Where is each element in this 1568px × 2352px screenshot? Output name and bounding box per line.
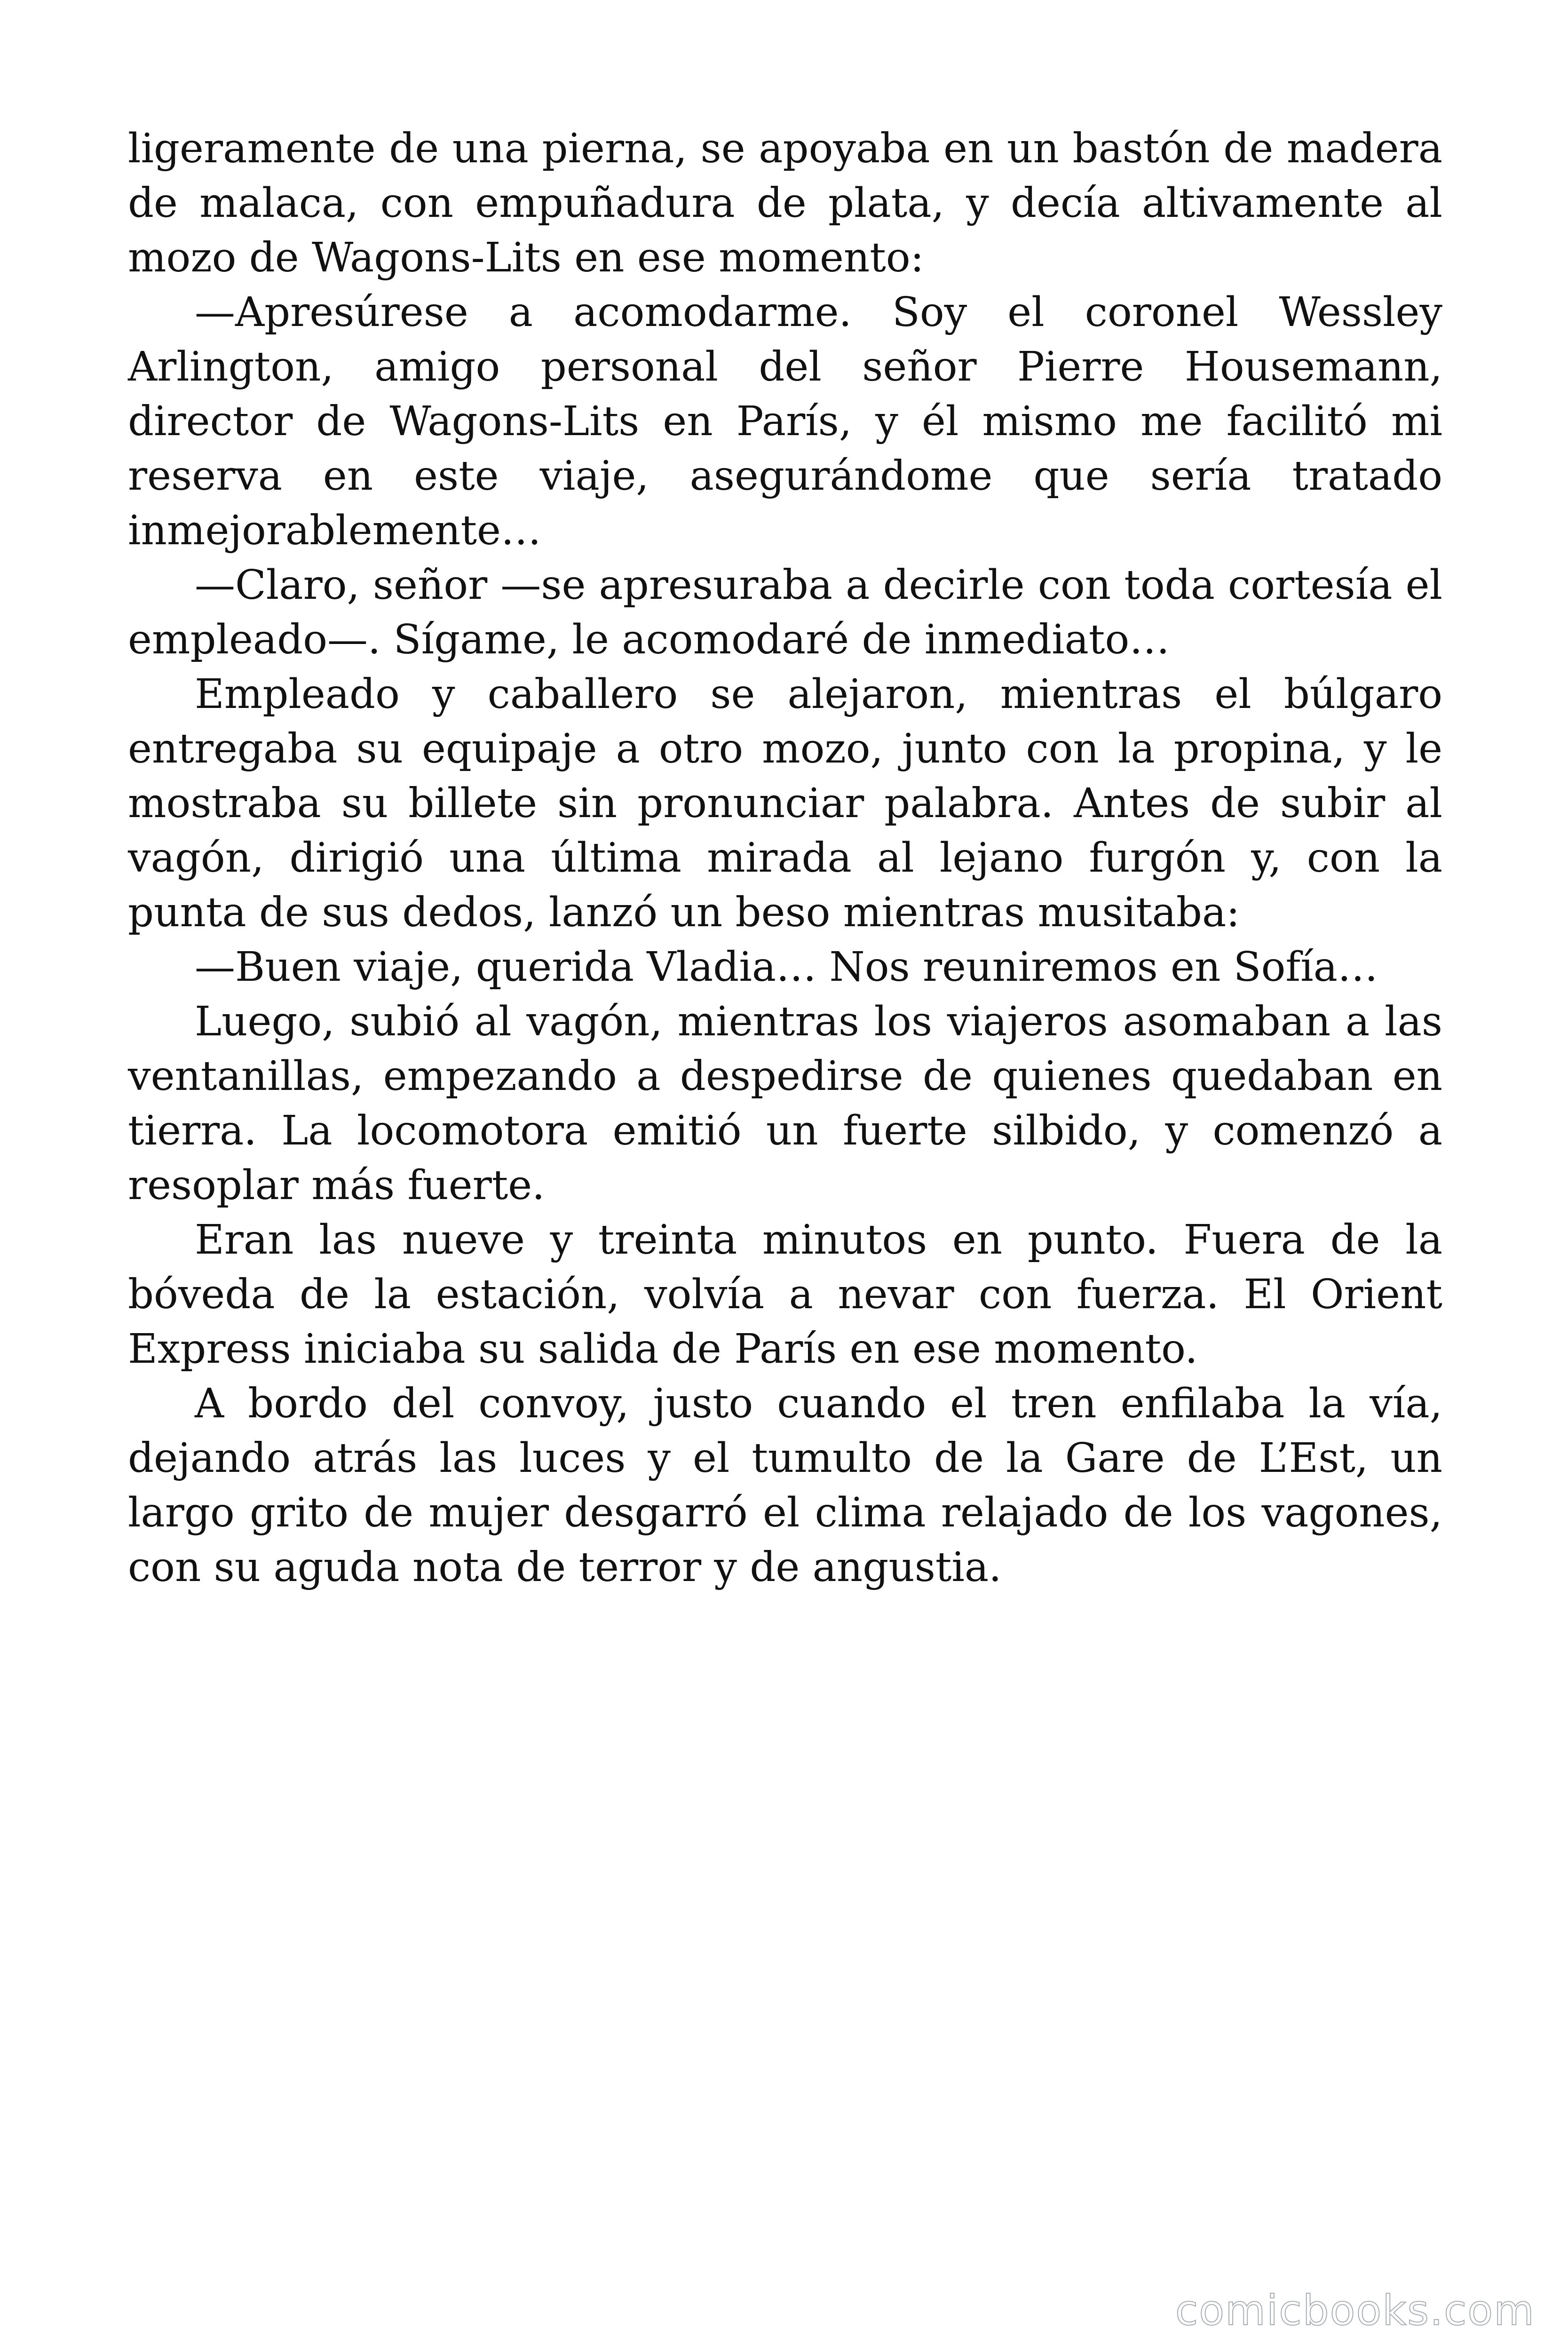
watermark: comicbooks.com xyxy=(1175,2286,1535,2335)
paragraph-1: ligeramente de una pierna, se apoyaba en un bastón de madera de malaca, con empuñadura de plata, y decía altivamente al mozo de Wagons-Lits en ese momento: xyxy=(128,125,1442,281)
paragraph-2: —Apresúrese a acomodarme. Soy el coronel Wessley Arlington, amigo personal del señor Pierre Housemann, director de Wagons-Lits en París, y él mismo me facilitó mi reserva en este viaje, asegurándome que sería tratado inmejorablemente… xyxy=(128,289,1442,554)
paragraph-6: Luego, subió al vagón, mientras los viajeros asomaban a las ventanillas, empezando a despedirse de quienes quedaban en tierra. La locomotora emitió un fuerte silbido, y comenzó a resoplar más fuerte. xyxy=(128,998,1442,1209)
body-text xyxy=(128,121,1442,1595)
paragraph-3: —Claro, señor —se apresuraba a decirle con toda cortesía el empleado—. Sígame, le acomodaré de inmediato… xyxy=(128,562,1442,663)
paragraph-4: Empleado y caballero se alejaron, mientras el búlgaro entregaba su equipaje a otro mozo, junto con la propina, y le mostraba su billete sin pronunciar palabra. Antes de subir al vagón, dirigió una última mirada al lejano furgón y, con la punta de sus dedos, lanzó un beso mientras musitaba: xyxy=(128,671,1442,936)
paragraph-7: Eran las nueve y treinta minutos en punto. Fuera de la bóveda de la estación, volvía a nevar con fuerza. El Orient Express iniciaba su salida de París en ese momento. xyxy=(128,1216,1442,1373)
paragraph-5: —Buen viaje, querida Vladia… Nos reuniremos en Sofía… xyxy=(195,944,1378,991)
paragraph-8: A bordo del convoy, justo cuando el tren enfilaba la vía, dejando atrás las luces y el tumulto de la Gare de L’Est, un largo grito de mujer desgarró el clima relajado de los vagones, con su aguda nota de terror y de angustia. xyxy=(128,1380,1442,1591)
